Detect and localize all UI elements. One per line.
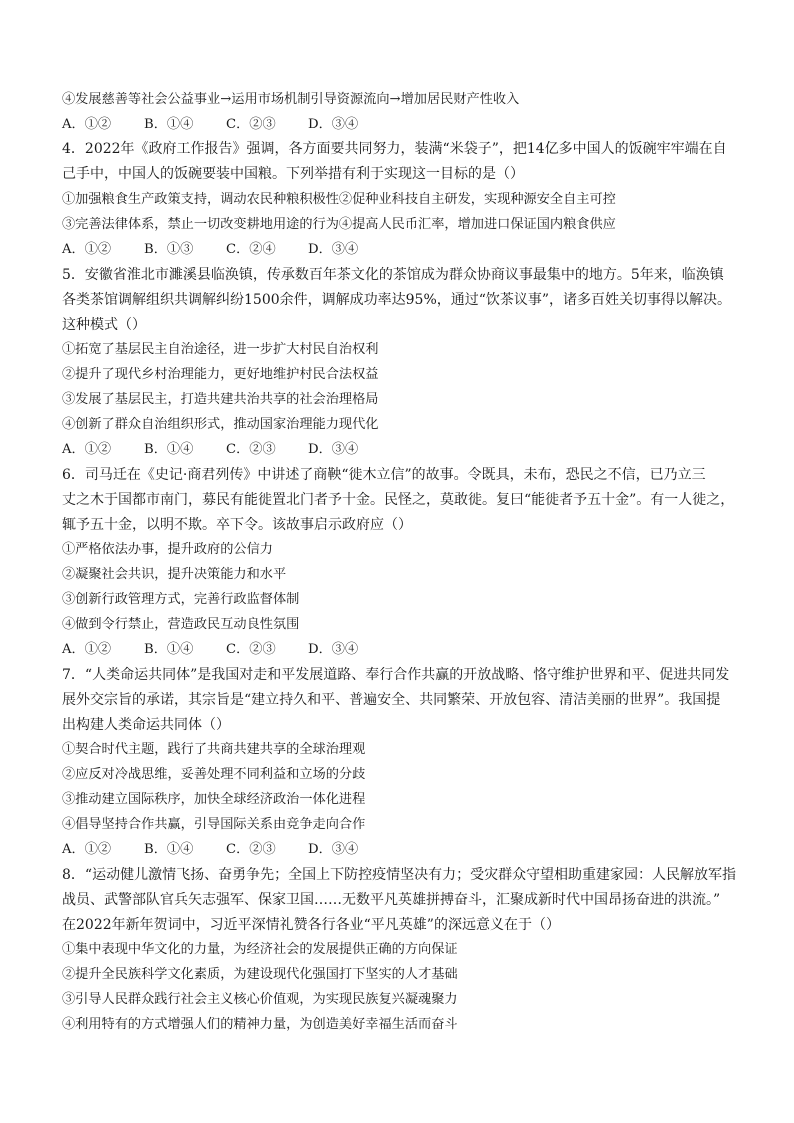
question-stem: 出构建人类命运共同体（）: [62, 717, 230, 733]
question-item: ①契合时代主题，践行了共商共建共享的全球治理观: [62, 742, 366, 757]
answer-options: [62, 440, 378, 460]
question-item: ④做到令行禁止，营造政民互动良性氛围: [62, 617, 300, 632]
option-b: B．①④: [144, 442, 194, 457]
option-d: D．③④: [308, 442, 359, 457]
option-b: B．①④: [144, 842, 194, 857]
question-stem: 辄予五十金，以明不欺。卒下令。该故事启示政府应（）: [62, 517, 412, 533]
question-item: ②凝聚社会共识，提升决策能力和水平: [62, 567, 287, 582]
option-d: D．③④: [308, 842, 359, 857]
question-item: ①严格依法办事，提升政府的公信力: [62, 542, 273, 557]
question-item: ④利用特有的方式增强人们的精神力量，为创造美好幸福生活而奋斗: [62, 1017, 458, 1032]
answer-options: [62, 640, 378, 660]
option-a: A．①②: [62, 642, 112, 657]
option-b: B．①③: [144, 242, 194, 257]
option-a: A．①②: [62, 117, 112, 132]
option-d: D．③④: [308, 642, 359, 657]
answer-options: [62, 115, 378, 135]
question-stem: 这种模式（）: [62, 317, 146, 333]
question-item: ③推动建立国际秩序，加快全球经济政治一体化进程: [62, 792, 366, 807]
question-item: ①加强粮食生产政策支持，调动农民种粮积极性②促种业科技自主研发，实现种源安全自主可控: [62, 192, 616, 207]
question-stem: 5．安徽省淮北市濉溪县临涣镇，传承数百年茶文化的茶馆成为群众协商议事最集中的地方。5年来，临涣镇: [62, 267, 724, 283]
question-item: ①拓宽了基层民主自治途径，进一步扩大村民自治权利: [62, 342, 379, 357]
option-c: C．②③: [226, 117, 276, 132]
option-b: B．①④: [144, 642, 194, 657]
option-a: A．①②: [62, 242, 112, 257]
option-c: C．②③: [226, 442, 276, 457]
option-b: B．①④: [144, 117, 194, 132]
question-stem: 7．“人类命运共同体”是我国对走和平发展道路、奉行合作共赢的开放战略、恪守维护世界和平、促进共同发: [62, 667, 730, 683]
option-c: C．②③: [226, 642, 276, 657]
question-item: ③发展了基层民主，打造共建共治共享的社会治理格局: [62, 392, 379, 407]
option-a: A．①②: [62, 842, 112, 857]
question-item: ③创新行政管理方式，完善行政监督体制: [62, 592, 300, 607]
option-c: C．②③: [226, 842, 276, 857]
question-stem: 8．“运动健儿激情飞扬、奋勇争先；全国上下防控疫情坚决有力；受灾群众守望相助重建家园：人民解放军指: [62, 867, 737, 883]
question-item: ②提升了现代乡村治理能力，更好地维护村民合法权益: [62, 367, 379, 382]
question-stem: 在2022年新年贺词中，习近平深情礼赞各行各业“平凡英雄”的深远意义在于（）: [62, 917, 560, 933]
question-item: ④倡导坚持合作共赢，引导国际关系由竞争走向合作: [62, 817, 366, 832]
answer-options: [62, 240, 378, 260]
question-item: ④发展慈善等社会公益事业→运用市场机制引导资源流向→增加居民财产性收入: [62, 92, 520, 107]
option-c: C．②④: [226, 242, 276, 257]
option-d: D．③④: [308, 242, 359, 257]
question-item: ③完善法律体系，禁止一切改变耕地用途的行为④提高人民币汇率，增加进口保证国内粮食供应: [62, 217, 616, 232]
option-a: A．①②: [62, 442, 112, 457]
question-stem: 战员、武警部队官兵矢志强军、保家卫国……无数平凡英雄拼搏奋斗，汇聚成新时代中国昂扬奋进的洪流。”: [62, 892, 721, 908]
question-item: ③引导人民群众践行社会主义核心价值观，为实现民族复兴凝魂聚力: [62, 992, 458, 1007]
question-item: ②提升全民族科学文化素质，为建设现代化强国打下坚实的人才基础: [62, 967, 458, 982]
question-stem: 己手中，中国人的饭碗要装中国粮。下列举措有利于实现这一目标的是（）: [62, 166, 524, 182]
question-stem: 各类茶馆调解组织共调解纠纷1500余件，调解成功率达95%，通过“饮茶议事”，诸多百姓关切事得以解决。: [62, 292, 732, 308]
question-item: ①集中表现中华文化的力量，为经济社会的发展提供正确的方向保证: [62, 942, 458, 957]
question-stem: 丈之木于国都市南门，募民有能徙置北门者予十金。民怪之，莫敢徙。复曰“能徙者予五十金”。有一人徙之，: [62, 492, 735, 508]
question-item: ④创新了群众自治组织形式，推动国家治理能力现代化: [62, 417, 379, 432]
question-item: ②应反对冷战思维，妥善处理不同利益和立场的分歧: [62, 767, 366, 782]
option-d: D．③④: [308, 117, 359, 132]
question-stem: 4．2022年《政府工作报告》强调，各方面要共同努力，装满“米袋子”，把14亿多中国人的饭碗牢牢端在自: [62, 141, 727, 157]
answer-options: [62, 840, 378, 860]
question-stem: 展外交宗旨的承诺，其宗旨是“建立持久和平、普遍安全、共同繁荣、开放包容、清洁美丽的世界”。我国提: [62, 692, 721, 708]
question-stem: 6．司马迁在《史记·商君列传》中讲述了商鞅“徙木立信”的故事。令既具，未布，恐民之不信，已乃立三: [62, 467, 706, 483]
